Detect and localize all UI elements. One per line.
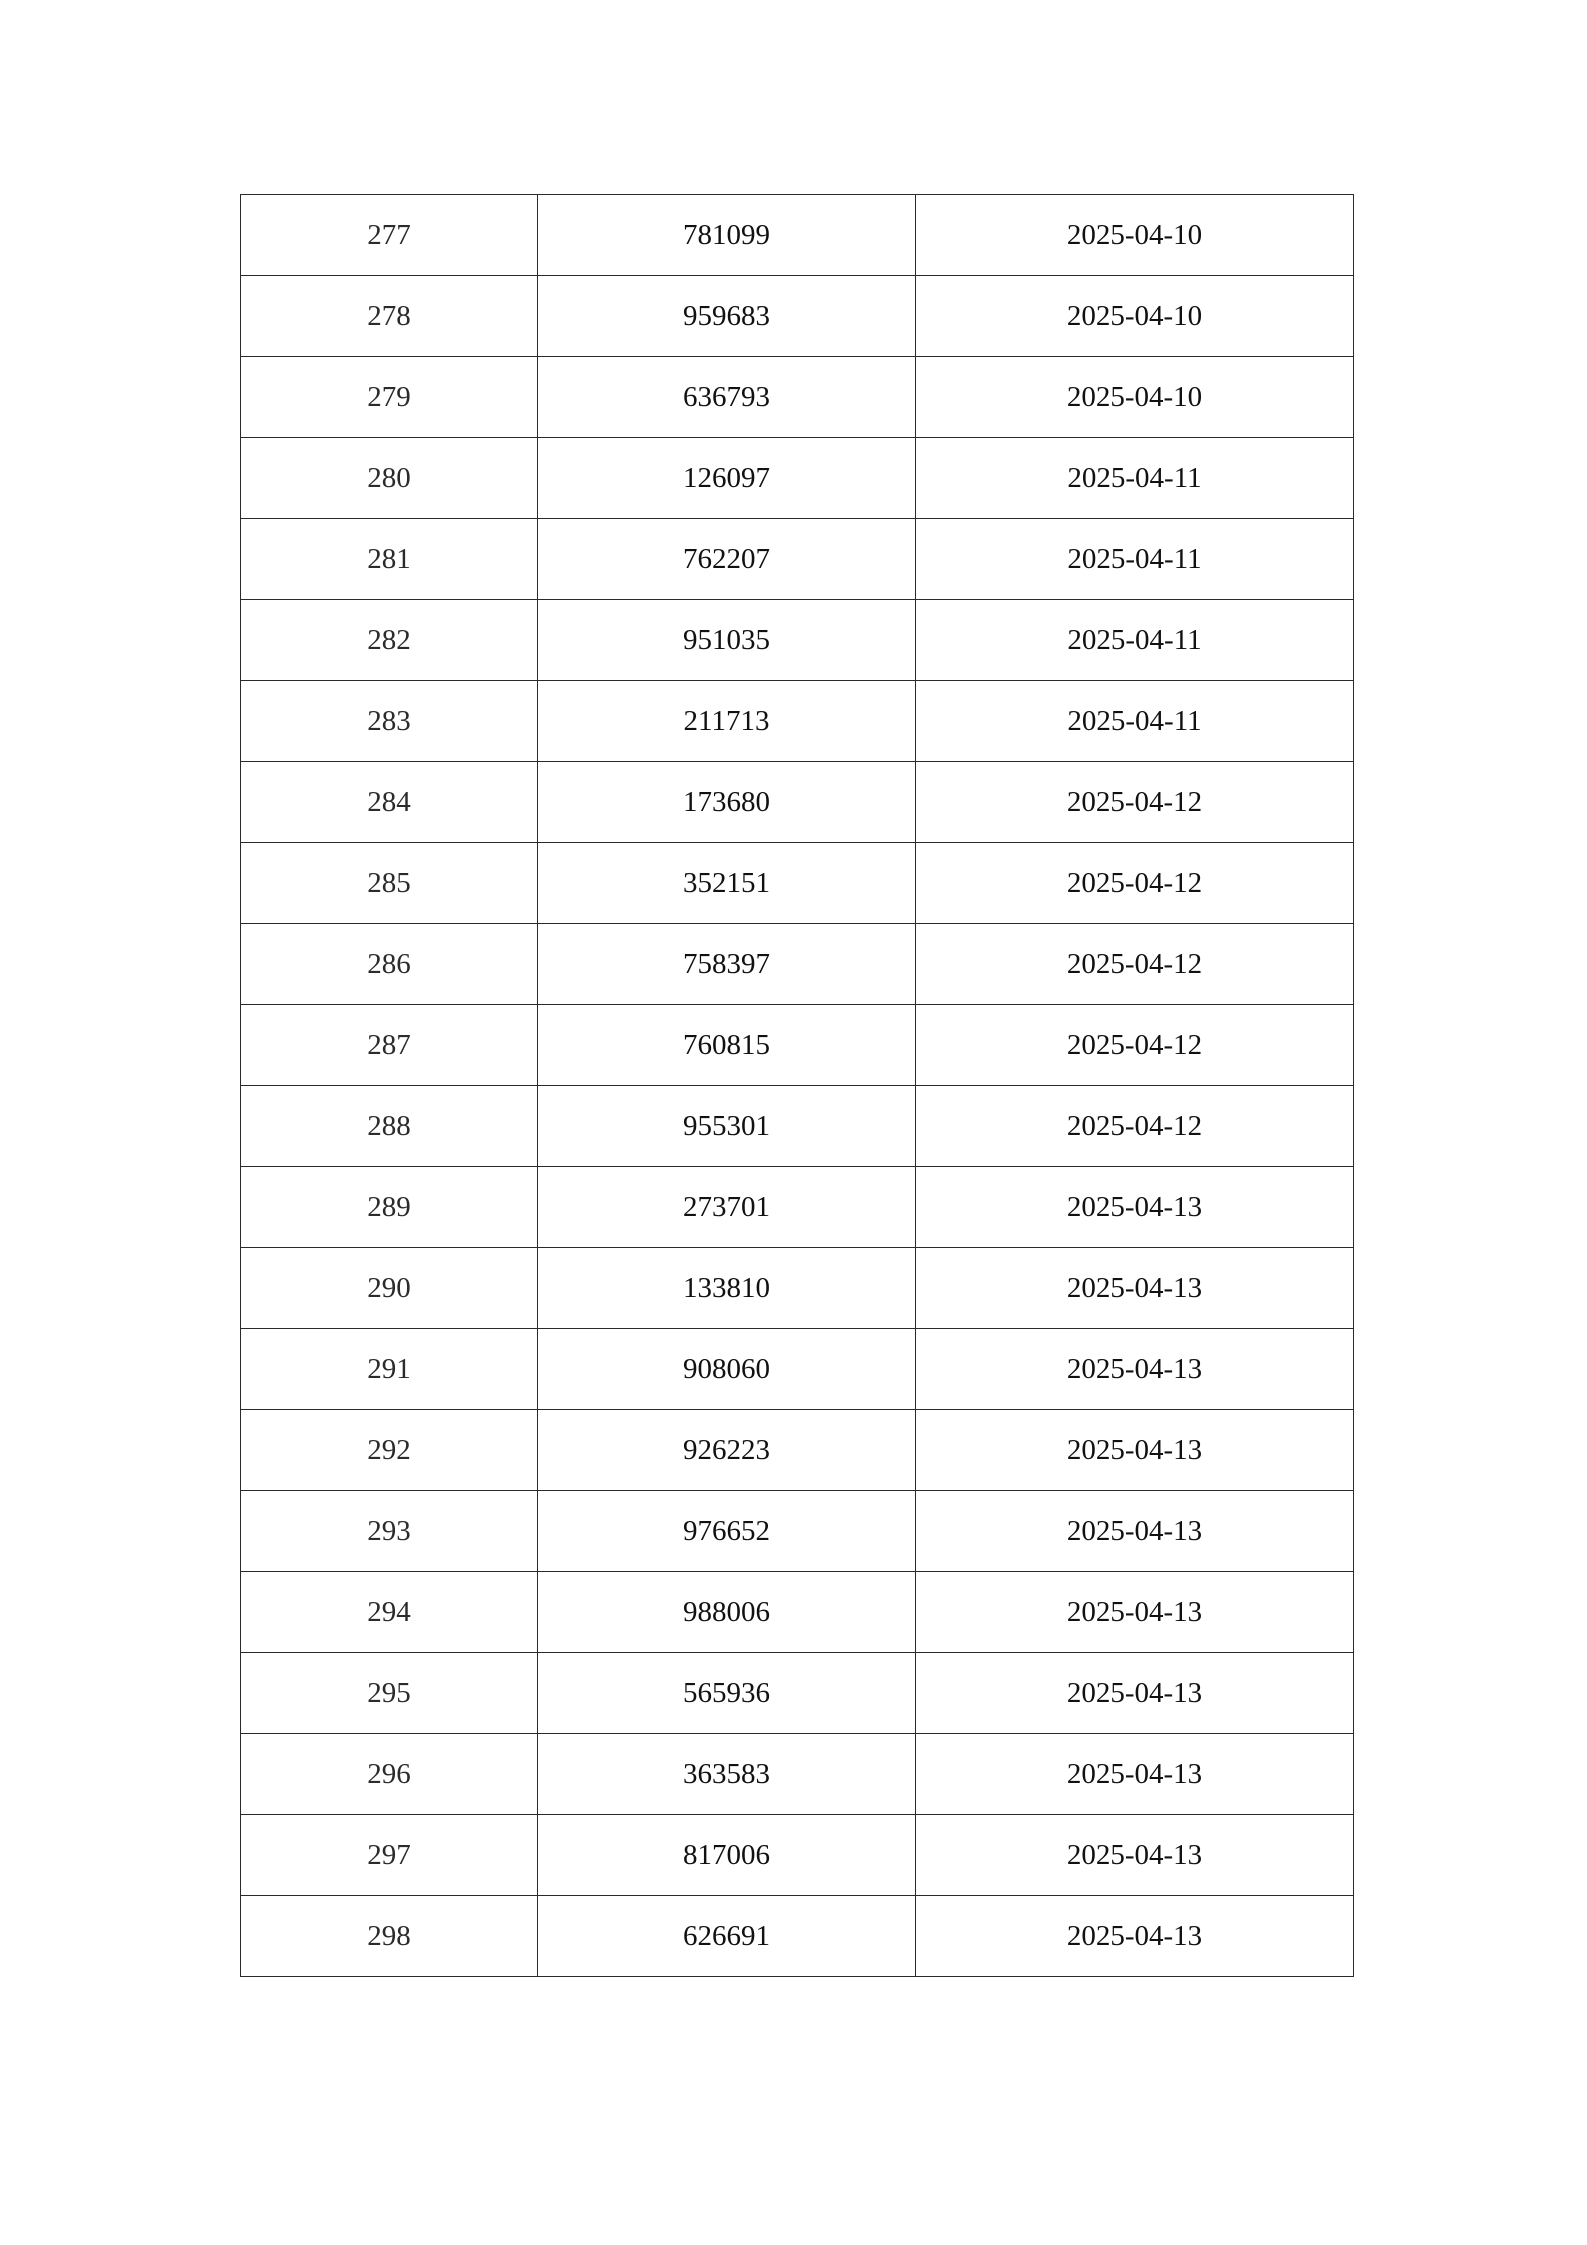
- table-row: [241, 1086, 1354, 1167]
- serial-number-cell: 297: [241, 1815, 538, 1896]
- serial-number-cell: 287: [241, 1005, 538, 1086]
- code-cell: 626691: [538, 1896, 916, 1977]
- code-cell: 959683: [538, 276, 916, 357]
- serial-number-cell: 292: [241, 1410, 538, 1491]
- serial-number-cell: 298: [241, 1896, 538, 1977]
- table-row: [241, 438, 1354, 519]
- code-cell: 173680: [538, 762, 916, 843]
- serial-number-cell: 290: [241, 1248, 538, 1329]
- serial-number-cell: 291: [241, 1329, 538, 1410]
- code-cell: 762207: [538, 519, 916, 600]
- code-cell: 951035: [538, 600, 916, 681]
- date-cell: 2025-04-12: [916, 843, 1354, 924]
- date-cell: 2025-04-10: [916, 195, 1354, 276]
- table-row: [241, 276, 1354, 357]
- table-row: [241, 1734, 1354, 1815]
- date-cell: 2025-04-13: [916, 1410, 1354, 1491]
- serial-number-cell: 280: [241, 438, 538, 519]
- table-row: [241, 1653, 1354, 1734]
- code-cell: 211713: [538, 681, 916, 762]
- serial-number-cell: 284: [241, 762, 538, 843]
- serial-number-cell: 278: [241, 276, 538, 357]
- code-cell: 565936: [538, 1653, 916, 1734]
- date-cell: 2025-04-11: [916, 438, 1354, 519]
- table-row: [241, 843, 1354, 924]
- code-cell: 273701: [538, 1167, 916, 1248]
- table-row: [241, 924, 1354, 1005]
- date-cell: 2025-04-13: [916, 1329, 1354, 1410]
- code-cell: 926223: [538, 1410, 916, 1491]
- table-row: [241, 762, 1354, 843]
- serial-number-cell: 283: [241, 681, 538, 762]
- date-cell: 2025-04-13: [916, 1491, 1354, 1572]
- date-cell: 2025-04-13: [916, 1896, 1354, 1977]
- table-row: [241, 195, 1354, 276]
- code-cell: 908060: [538, 1329, 916, 1410]
- serial-number-cell: 288: [241, 1086, 538, 1167]
- serial-number-cell: 294: [241, 1572, 538, 1653]
- code-cell: 955301: [538, 1086, 916, 1167]
- table-row: [241, 1410, 1354, 1491]
- serial-number-cell: 282: [241, 600, 538, 681]
- serial-number-cell: 296: [241, 1734, 538, 1815]
- code-cell: 636793: [538, 357, 916, 438]
- records-table-body: [241, 195, 1354, 1977]
- code-cell: 988006: [538, 1572, 916, 1653]
- table-row: [241, 1572, 1354, 1653]
- serial-number-cell: 293: [241, 1491, 538, 1572]
- code-cell: 352151: [538, 843, 916, 924]
- code-cell: 133810: [538, 1248, 916, 1329]
- serial-number-cell: 277: [241, 195, 538, 276]
- code-cell: 363583: [538, 1734, 916, 1815]
- date-cell: 2025-04-11: [916, 519, 1354, 600]
- date-cell: 2025-04-13: [916, 1572, 1354, 1653]
- date-cell: 2025-04-13: [916, 1167, 1354, 1248]
- table-row: [241, 1491, 1354, 1572]
- table-row: [241, 1896, 1354, 1977]
- table-row: [241, 681, 1354, 762]
- date-cell: 2025-04-12: [916, 1005, 1354, 1086]
- date-cell: 2025-04-13: [916, 1734, 1354, 1815]
- table-row: [241, 1005, 1354, 1086]
- date-cell: 2025-04-13: [916, 1815, 1354, 1896]
- code-cell: 758397: [538, 924, 916, 1005]
- serial-number-cell: 289: [241, 1167, 538, 1248]
- date-cell: 2025-04-13: [916, 1248, 1354, 1329]
- date-cell: 2025-04-12: [916, 762, 1354, 843]
- code-cell: 760815: [538, 1005, 916, 1086]
- date-cell: 2025-04-11: [916, 681, 1354, 762]
- table-row: [241, 1815, 1354, 1896]
- serial-number-cell: 286: [241, 924, 538, 1005]
- table-row: [241, 1329, 1354, 1410]
- date-cell: 2025-04-12: [916, 1086, 1354, 1167]
- date-cell: 2025-04-13: [916, 1653, 1354, 1734]
- records-table: [240, 194, 1354, 1977]
- table-row: [241, 600, 1354, 681]
- code-cell: 126097: [538, 438, 916, 519]
- code-cell: 781099: [538, 195, 916, 276]
- table-row: [241, 1248, 1354, 1329]
- table-row: [241, 357, 1354, 438]
- code-cell: 817006: [538, 1815, 916, 1896]
- code-cell: 976652: [538, 1491, 916, 1572]
- serial-number-cell: 295: [241, 1653, 538, 1734]
- serial-number-cell: 281: [241, 519, 538, 600]
- serial-number-cell: 285: [241, 843, 538, 924]
- date-cell: 2025-04-10: [916, 357, 1354, 438]
- date-cell: 2025-04-10: [916, 276, 1354, 357]
- table-row: [241, 1167, 1354, 1248]
- table-row: [241, 519, 1354, 600]
- serial-number-cell: 279: [241, 357, 538, 438]
- date-cell: 2025-04-12: [916, 924, 1354, 1005]
- date-cell: 2025-04-11: [916, 600, 1354, 681]
